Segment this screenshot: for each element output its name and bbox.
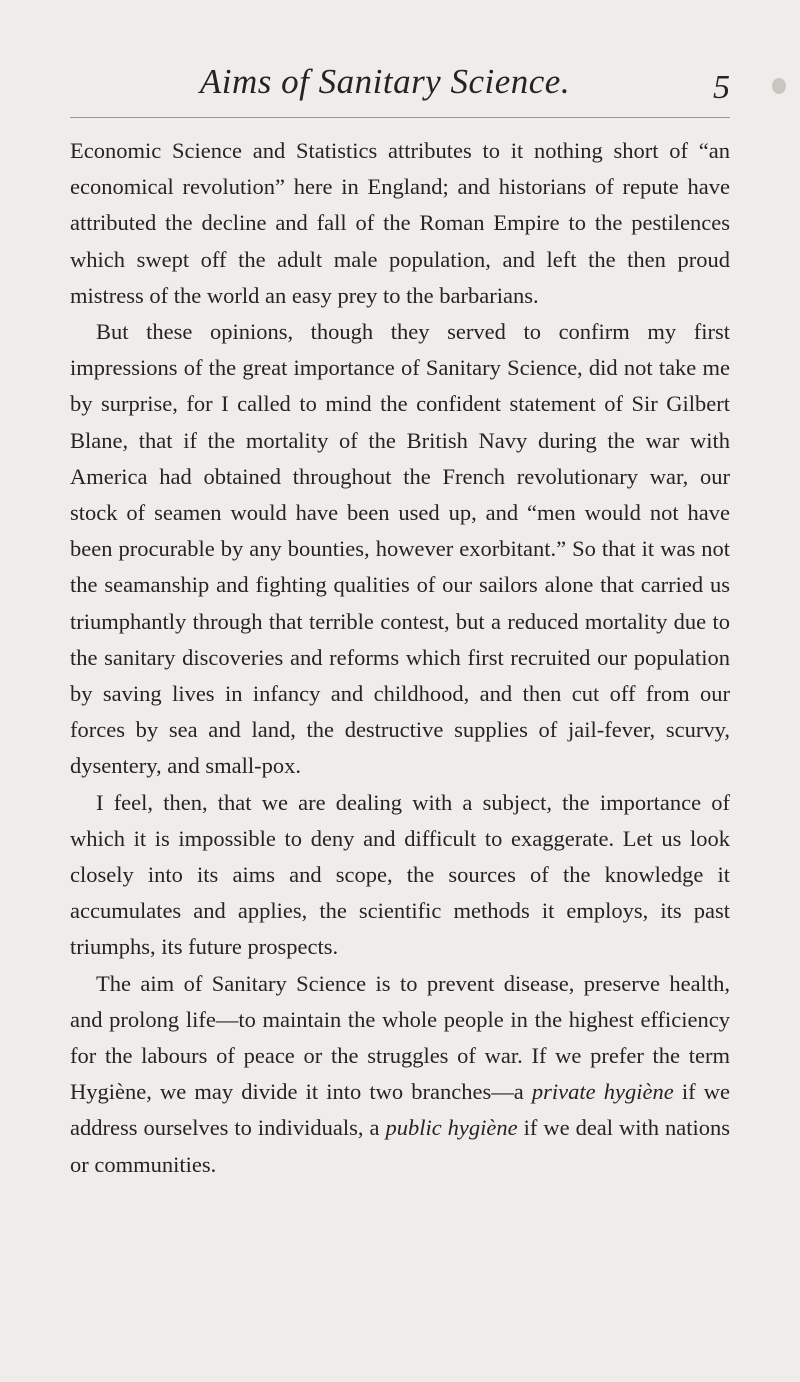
paragraph-1: Economic Science and Statistics attributes to it nothing short of “an economical revolution” here in England; and historians of repute have attributed the decline and fall of the Roman Empire to the pestilences which swept off the adult male population, and left the then proud mistress of the world an easy prey to the barbarians. xyxy=(70,138,730,308)
page-stain xyxy=(772,78,786,94)
page-number: 5 xyxy=(713,69,730,106)
paragraph-4 xyxy=(70,966,730,1183)
paragraph-4-text-before: The aim of Sanitary Science is to prevent disease, preserve health, and prolong life—to maintain the whole people in the highest efficiency for the labours of peace or the struggles of war. If we prefer the term Hygiène, we may divide it into two branches—a xyxy=(70,970,730,1105)
public-hygiene-term: public hygiène xyxy=(385,1115,518,1141)
paragraph-4-text-middle: if we address ourselves to individuals, a xyxy=(70,1079,730,1141)
private-hygiene-term: private hygiène xyxy=(531,1079,674,1105)
paragraph-4-text-after: if we deal with nations or communities. xyxy=(70,1115,730,1177)
body-text xyxy=(70,133,730,1183)
running-head xyxy=(70,62,730,108)
paragraph-2: But these opinions, though they served to confirm my first impressions of the great importance of Sanitary Science, did not take me by surprise, for I called to mind the confident statement of Sir Gilbert Blane, that if the mortality of the British Navy during the war with America had obtained throughout the French revolutionary war, our stock of seamen would have been used up, and “men would not have been procurable by any bounties, however exorbitant.” So that it was not the seamanship and fighting qualities of our sailors alone that carried us triumphantly through that terrible contest, but a reduced mortality due to the sanitary discoveries and reforms which first recruited our population by saving lives in infancy and childhood, and then cut off from our forces by sea and land, the destructive supplies of jail-fever, scurvy, dysentery, and small-pox. xyxy=(70,319,730,779)
paragraph-3: I feel, then, that we are dealing with a subject, the importance of which it is impossible to deny and difficult to exaggerate. Let us look closely into its aims and scope, the sources of the knowledge it accumulates and applies, the scientific methods it employs, its past triumphs, its future prospects. xyxy=(70,789,730,960)
header-rule xyxy=(70,117,730,118)
running-title: Aims of Sanitary Science. xyxy=(199,62,571,101)
